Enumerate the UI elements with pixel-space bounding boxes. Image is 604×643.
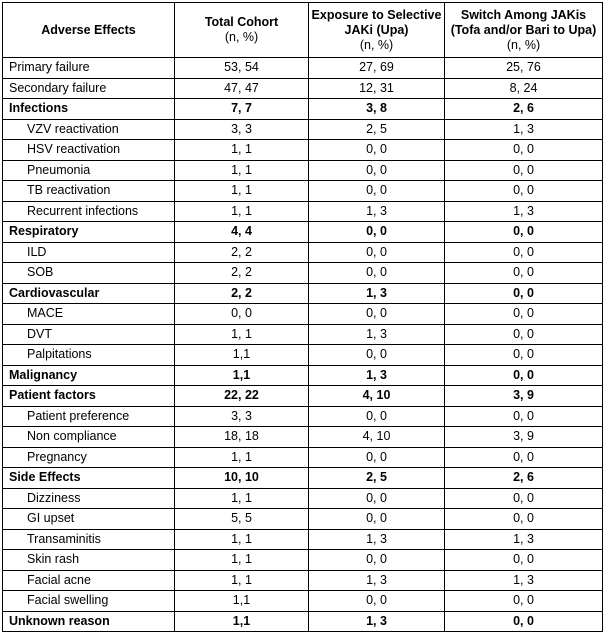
- cell-selective-jaki: 12, 31: [309, 78, 445, 99]
- cell-selective-jaki: 0, 0: [309, 304, 445, 325]
- cell-selective-jaki: 1, 3: [309, 324, 445, 345]
- cell-selective-jaki: 0, 0: [309, 550, 445, 571]
- row-label: Skin rash: [3, 550, 175, 571]
- cell-selective-jaki: 0, 0: [309, 242, 445, 263]
- row-label: HSV reactivation: [3, 140, 175, 161]
- cell-switch-jakis: 0, 0: [445, 140, 603, 161]
- cell-switch-jakis: 1, 3: [445, 119, 603, 140]
- cell-total-cohort: 3, 3: [175, 119, 309, 140]
- cell-switch-jakis: 0, 0: [445, 406, 603, 427]
- row-label: Dizziness: [3, 488, 175, 509]
- header-selective-jaki-title: Exposure to Selective JAKi (Upa): [311, 7, 442, 37]
- row-label: Patient preference: [3, 406, 175, 427]
- cell-total-cohort: 1, 1: [175, 488, 309, 509]
- cell-selective-jaki: 2, 5: [309, 119, 445, 140]
- row-label: Primary failure: [3, 58, 175, 79]
- cell-total-cohort: 1, 1: [175, 529, 309, 550]
- cell-total-cohort: 10, 10: [175, 468, 309, 489]
- row-label: Cardiovascular: [3, 283, 175, 304]
- cell-switch-jakis: 0, 0: [445, 242, 603, 263]
- table-row: [3, 591, 603, 612]
- row-label: Secondary failure: [3, 78, 175, 99]
- cell-selective-jaki: 0, 0: [309, 263, 445, 284]
- table-row: [3, 78, 603, 99]
- cell-switch-jakis: 0, 0: [445, 160, 603, 181]
- row-label: Patient factors: [3, 386, 175, 407]
- cell-total-cohort: 4, 4: [175, 222, 309, 243]
- cell-switch-jakis: 0, 0: [445, 222, 603, 243]
- cell-selective-jaki: 0, 0: [309, 222, 445, 243]
- cell-switch-jakis: 0, 0: [445, 447, 603, 468]
- cell-total-cohort: 1, 1: [175, 447, 309, 468]
- table-row: [3, 304, 603, 325]
- cell-switch-jakis: 0, 0: [445, 365, 603, 386]
- table-row: [3, 386, 603, 407]
- table-row: [3, 345, 603, 366]
- row-label: GI upset: [3, 509, 175, 530]
- cell-total-cohort: 1, 1: [175, 181, 309, 202]
- cell-total-cohort: 53, 54: [175, 58, 309, 79]
- cell-switch-jakis: 2, 6: [445, 99, 603, 120]
- table-row: [3, 447, 603, 468]
- table-row: [3, 201, 603, 222]
- header-switch-jakis-title: Switch Among JAKis (Tofa and/or Bari to Upa): [450, 7, 597, 37]
- table-row: [3, 611, 603, 632]
- cell-switch-jakis: 0, 0: [445, 181, 603, 202]
- header-selective-jaki-unit: (n, %): [359, 37, 394, 52]
- cell-selective-jaki: 2, 5: [309, 468, 445, 489]
- cell-total-cohort: 47, 47: [175, 78, 309, 99]
- table-row: [3, 58, 603, 79]
- cell-total-cohort: 1,1: [175, 611, 309, 632]
- row-label: Palpitations: [3, 345, 175, 366]
- cell-switch-jakis: 3, 9: [445, 386, 603, 407]
- row-label: MACE: [3, 304, 175, 325]
- table-row: [3, 99, 603, 120]
- header-row: [3, 3, 603, 58]
- table-row: [3, 242, 603, 263]
- cell-selective-jaki: 1, 3: [309, 365, 445, 386]
- cell-switch-jakis: 1, 3: [445, 529, 603, 550]
- cell-total-cohort: 0, 0: [175, 304, 309, 325]
- cell-total-cohort: 1,1: [175, 345, 309, 366]
- cell-selective-jaki: 0, 0: [309, 447, 445, 468]
- table-row: [3, 222, 603, 243]
- row-label: Non compliance: [3, 427, 175, 448]
- cell-selective-jaki: 4, 10: [309, 386, 445, 407]
- table-row: [3, 570, 603, 591]
- cell-selective-jaki: 0, 0: [309, 406, 445, 427]
- cell-switch-jakis: 1, 3: [445, 570, 603, 591]
- header-switch-jakis: [445, 3, 603, 58]
- cell-selective-jaki: 1, 3: [309, 201, 445, 222]
- table-row: [3, 119, 603, 140]
- cell-selective-jaki: 27, 69: [309, 58, 445, 79]
- row-label: TB reactivation: [3, 181, 175, 202]
- row-label: DVT: [3, 324, 175, 345]
- cell-switch-jakis: 8, 24: [445, 78, 603, 99]
- table-row: [3, 468, 603, 489]
- row-label: Facial acne: [3, 570, 175, 591]
- cell-switch-jakis: 0, 0: [445, 283, 603, 304]
- cell-switch-jakis: 0, 0: [445, 263, 603, 284]
- table-row: [3, 283, 603, 304]
- cell-total-cohort: 1,1: [175, 365, 309, 386]
- row-label: VZV reactivation: [3, 119, 175, 140]
- cell-total-cohort: 7, 7: [175, 99, 309, 120]
- row-label: ILD: [3, 242, 175, 263]
- row-label: Respiratory: [3, 222, 175, 243]
- cell-total-cohort: 2, 2: [175, 242, 309, 263]
- cell-switch-jakis: 0, 0: [445, 324, 603, 345]
- table-row: [3, 488, 603, 509]
- cell-switch-jakis: 0, 0: [445, 488, 603, 509]
- cell-selective-jaki: 1, 3: [309, 283, 445, 304]
- table-row: [3, 324, 603, 345]
- cell-switch-jakis: 0, 0: [445, 509, 603, 530]
- cell-total-cohort: 2, 2: [175, 263, 309, 284]
- table-row: [3, 140, 603, 161]
- table-row: [3, 509, 603, 530]
- row-label: Recurrent infections: [3, 201, 175, 222]
- cell-total-cohort: 5, 5: [175, 509, 309, 530]
- cell-switch-jakis: 0, 0: [445, 304, 603, 325]
- row-label: Malignancy: [3, 365, 175, 386]
- cell-selective-jaki: 0, 0: [309, 140, 445, 161]
- cell-total-cohort: 1, 1: [175, 160, 309, 181]
- cell-switch-jakis: 2, 6: [445, 468, 603, 489]
- cell-selective-jaki: 0, 0: [309, 345, 445, 366]
- header-total-cohort-unit: (n, %): [224, 30, 259, 44]
- cell-selective-jaki: 0, 0: [309, 160, 445, 181]
- cell-total-cohort: 3, 3: [175, 406, 309, 427]
- cell-selective-jaki: 0, 0: [309, 591, 445, 612]
- cell-total-cohort: 22, 22: [175, 386, 309, 407]
- table-row: [3, 365, 603, 386]
- table-row: [3, 529, 603, 550]
- row-label: SOB: [3, 263, 175, 284]
- cell-switch-jakis: 3, 9: [445, 427, 603, 448]
- row-label: Facial swelling: [3, 591, 175, 612]
- header-total-cohort: [175, 3, 309, 58]
- cell-total-cohort: 1, 1: [175, 324, 309, 345]
- cell-selective-jaki: 4, 10: [309, 427, 445, 448]
- cell-total-cohort: 1, 1: [175, 570, 309, 591]
- cell-total-cohort: 1, 1: [175, 201, 309, 222]
- cell-total-cohort: 1, 1: [175, 140, 309, 161]
- cell-switch-jakis: 0, 0: [445, 591, 603, 612]
- cell-switch-jakis: 25, 76: [445, 58, 603, 79]
- cell-total-cohort: 18, 18: [175, 427, 309, 448]
- table-row: [3, 160, 603, 181]
- row-label: Transaminitis: [3, 529, 175, 550]
- table-row: [3, 427, 603, 448]
- table-body: [3, 58, 603, 632]
- cell-selective-jaki: 1, 3: [309, 611, 445, 632]
- header-adverse-effects: Adverse Effects: [3, 3, 175, 58]
- cell-selective-jaki: 3, 8: [309, 99, 445, 120]
- cell-switch-jakis: 0, 0: [445, 550, 603, 571]
- cell-selective-jaki: 0, 0: [309, 488, 445, 509]
- table-row: [3, 181, 603, 202]
- cell-selective-jaki: 0, 0: [309, 181, 445, 202]
- row-label: Pregnancy: [3, 447, 175, 468]
- table-row: [3, 263, 603, 284]
- cell-selective-jaki: 0, 0: [309, 509, 445, 530]
- cell-switch-jakis: 1, 3: [445, 201, 603, 222]
- cell-total-cohort: 1, 1: [175, 550, 309, 571]
- table-row: [3, 406, 603, 427]
- row-label: Side Effects: [3, 468, 175, 489]
- header-switch-jakis-unit: (n, %): [506, 37, 541, 52]
- cell-total-cohort: 1,1: [175, 591, 309, 612]
- row-label: Unknown reason: [3, 611, 175, 632]
- cell-selective-jaki: 1, 3: [309, 570, 445, 591]
- cell-selective-jaki: 1, 3: [309, 529, 445, 550]
- row-label: Pneumonia: [3, 160, 175, 181]
- cell-switch-jakis: 0, 0: [445, 345, 603, 366]
- table-header: [3, 3, 603, 58]
- header-selective-jaki: [309, 3, 445, 58]
- cell-switch-jakis: 0, 0: [445, 611, 603, 632]
- cell-total-cohort: 2, 2: [175, 283, 309, 304]
- row-label: Infections: [3, 99, 175, 120]
- header-total-cohort-title: Total Cohort: [204, 15, 279, 29]
- table-row: [3, 550, 603, 571]
- adverse-effects-table: [2, 2, 603, 632]
